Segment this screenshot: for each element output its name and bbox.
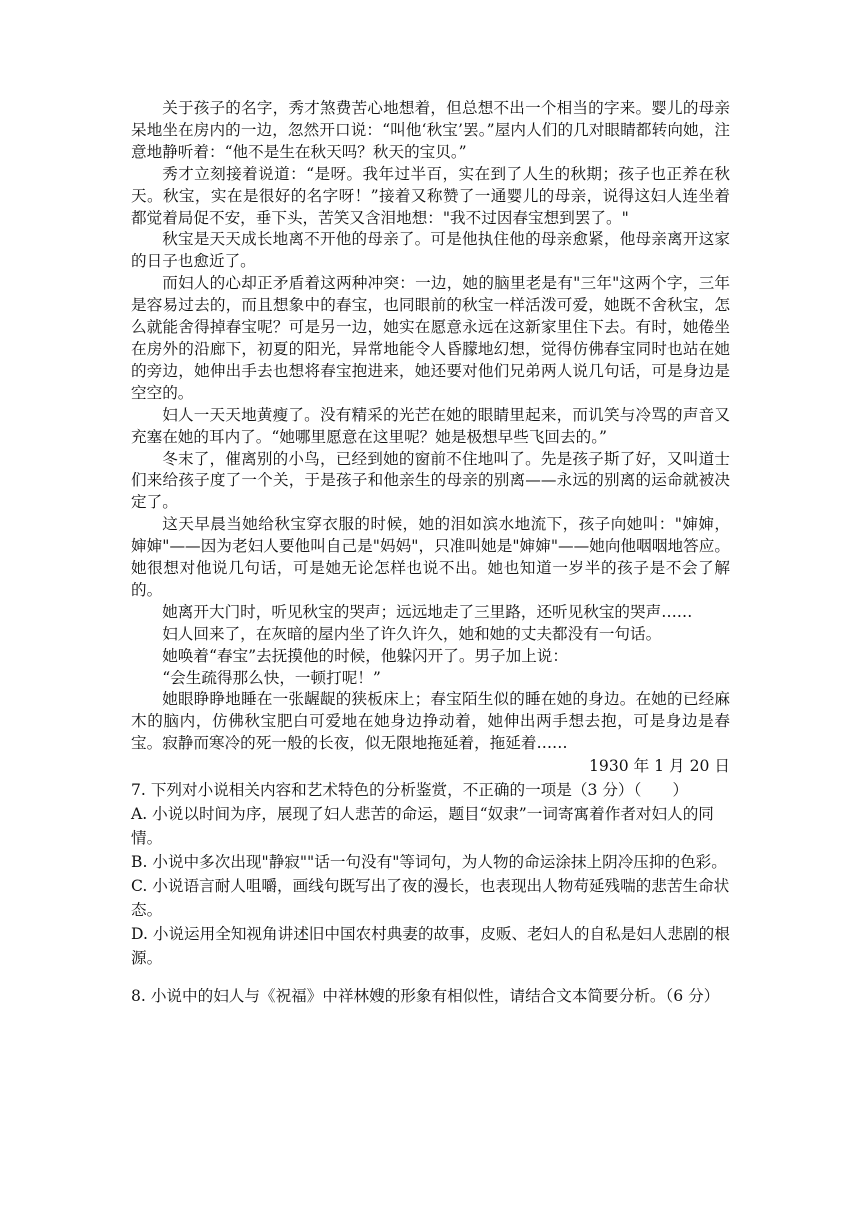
- story-paragraph: “会生疏得那么快，一顿打呢！”: [162, 668, 381, 687]
- spacer: [131, 970, 730, 984]
- story-paragraph: 秀才立刻接着说道：“是呀。我年过半百，实在到了人生的秋期；孩子也正养在秋天。秋宝，实在是很好的名字呀！”接着又称赞了一通婴儿的母亲，说得这妇人连坐着都觉着局促不安，垂下头，苦笑又含泪地想："我不过因春宝想到罢了。": [131, 164, 730, 227]
- story-paragraph: 妇人一天天地黄瘦了。没有精采的光芒在她的眼睛里起来，而讥笑与冷骂的声音又充塞在她的耳内了。“她哪里愿意在这里呢？她是极想早些飞回去的。”: [131, 405, 730, 446]
- question-8: [131, 984, 730, 1008]
- story-paragraph: 妇人回来了，在灰暗的屋内坐了许久许久，她和她的丈夫都没有一句话。: [162, 624, 662, 643]
- story-paragraph: 她唤着“春宝”去抚摸他的时候，他躲闪开了。男子加上说：: [162, 646, 568, 665]
- question-7-option-a: A. 小说以时间为序，展现了妇人悲苦的命运，题目“奴隶”一词寄寓着作者对妇人的同情。: [131, 805, 714, 848]
- story-paragraph: 冬末了，催离别的小鸟，已经到她的窗前不住地叫了。先是孩子斯了好，又叫道士们来给孩子度了一个关，于是孩子和他亲生的母亲的别离——永远的别离的运命就被决定了。: [131, 449, 730, 512]
- question-7-stem: 7. 下列对小说相关内容和艺术特色的分析鉴赏，不正确的一项是（3 分）（ ）: [131, 781, 689, 800]
- document-page: [131, 98, 730, 1008]
- question-8-stem: 8. 小说中的妇人与《祝福》中祥林嫂的形象有相似性，请结合文本简要分析。（6 分）: [131, 987, 720, 1006]
- story-date: 1930 年 1 月 20 日: [588, 757, 730, 776]
- story-text: [131, 98, 730, 778]
- question-7-option-c: C. 小说语言耐人咀嚼，画线句既写出了夜的漫长，也表现出人物苟延残喘的悲苦生命状态。: [131, 877, 730, 920]
- question-7-option-b: B. 小说中多次出现"静寂""话一句没有"等词句，为人物的命运涂抹上阴冷压抑的色彩。: [131, 853, 727, 872]
- story-paragraph: 而妇人的心却正矛盾着这两种冲突：一边，她的脑里老是有"三年"这两个字，三年是容易过去的，而且想象中的春宝，也同眼前的秋宝一样活泼可爱，她既不舍秋宝，怎么就能舍得掉春宝呢？可是另一边，她实在愿意永远在这新家里住下去。有时，她倦坐在房外的沿廊下，初夏的阳光，异常地能令人昏朦地幻想，觉得仿佛春宝同时也站在她的旁边，她伸出手去也想将春宝抱进来，她还要对他们兄弟两人说几句话，可是身边是空空的。: [131, 274, 730, 402]
- story-paragraph: 她离开大门时，听见秋宝的哭声；远远地走了三里路，还听见秋宝的哭声……: [162, 602, 693, 621]
- story-paragraph: 这天早晨当她给秋宝穿衣服的时候，她的泪如滨水地流下，孩子向她叫："婶婶，婶婶"——因为老妇人要他叫自己是"妈妈"，只准叫她是"婶婶"——她向他咽咽地答应。她很想对他说几句话，可是她无论怎样也说不出。她也知道一岁半的孩子是不会了解的。: [131, 515, 730, 599]
- story-paragraph: 她眼睁睁地睡在一张龌龊的狭板床上；春宝陌生似的睡在她的身边。在她的已经麻木的脑内，仿佛秋宝肥白可爱地在她身边挣动着，她伸出两手想去抱，可是身边是春宝。寂静而寒冷的死一般的长夜，似无限地拖延着，拖延着……: [131, 690, 730, 753]
- story-paragraph: 秋宝是天天成长地离不开他的母亲了。可是他执住他的母亲愈紧，他母亲离开这家的日子也愈近了。: [131, 230, 730, 271]
- story-paragraph: 关于孩子的名字，秀才煞费苦心地想着，但总想不出一个相当的字来。婴儿的母亲呆地坐在房内的一边，忽然开口说：“叫他‘秋宝’罢。”屋内人们的几对眼睛都转向她，注意地静听着：“他不是生在秋天吗？秋天的宝贝。”: [131, 99, 730, 161]
- question-7-option-d: D. 小说运用全知视角讲述旧中国农村典妻的故事，皮贩、老妇人的自私是妇人悲剧的根源。: [131, 925, 730, 968]
- question-7: [131, 778, 730, 970]
